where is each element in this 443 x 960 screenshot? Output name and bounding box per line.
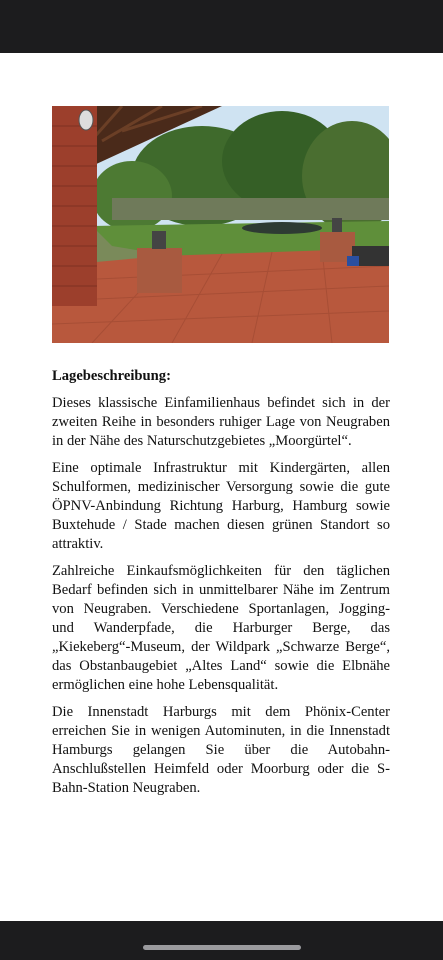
paragraph-location: Dieses klassische Einfamilienhaus befindet sich in der zweiten Reihe in besonders ruhiger Lage von Neugraben in der Nähe des Naturschutzgebietes „Moorgürtel“. (52, 395, 390, 449)
paragraph-shopping-leisure: Zahlreiche Einkaufsmöglichkeiten für den täglichen Bedarf befinden sich in unmittelbarer Nähe im Zentrum von Neugraben. Verschiedene Sportanlagen, Jogging- und Wanderpfade, die Harburger Berge, das „Kiekeberg“-Museum, der Wildpark „Schwarze Berge“, das Obstanbaugebiet „Altes Land“ sowie die Elbnähe ermöglichen eine hohe Lebensqualität. (52, 563, 390, 693)
property-photo (52, 106, 389, 343)
home-indicator[interactable] (143, 945, 301, 950)
paragraph-infrastructure: Eine optimale Infrastruktur mit Kindergärten, allen Schulformen, medizinischer Versorgung sowie die gute ÖPNV-Anbindung Richtung Harburg, Hamburg sowie Buxtehude / Stade machen diesen grünen Standort so attraktiv. (52, 460, 390, 552)
bottom-bar (0, 921, 443, 960)
description-text (52, 367, 390, 806)
garden-terrace-image (52, 106, 389, 343)
section-heading: Lagebeschreibung: (52, 368, 171, 384)
paragraph-transport: Die Innenstadt Harburgs mit dem Phönix-Center erreichen Sie in wenigen Autominuten, in die Innenstadt Hamburgs gelangen Sie über die Autobahn-Anschlußstellen Heimfeld oder Moorburg oder die S-Bahn-Station Neugraben. (52, 704, 390, 796)
top-status-bar (0, 0, 443, 53)
